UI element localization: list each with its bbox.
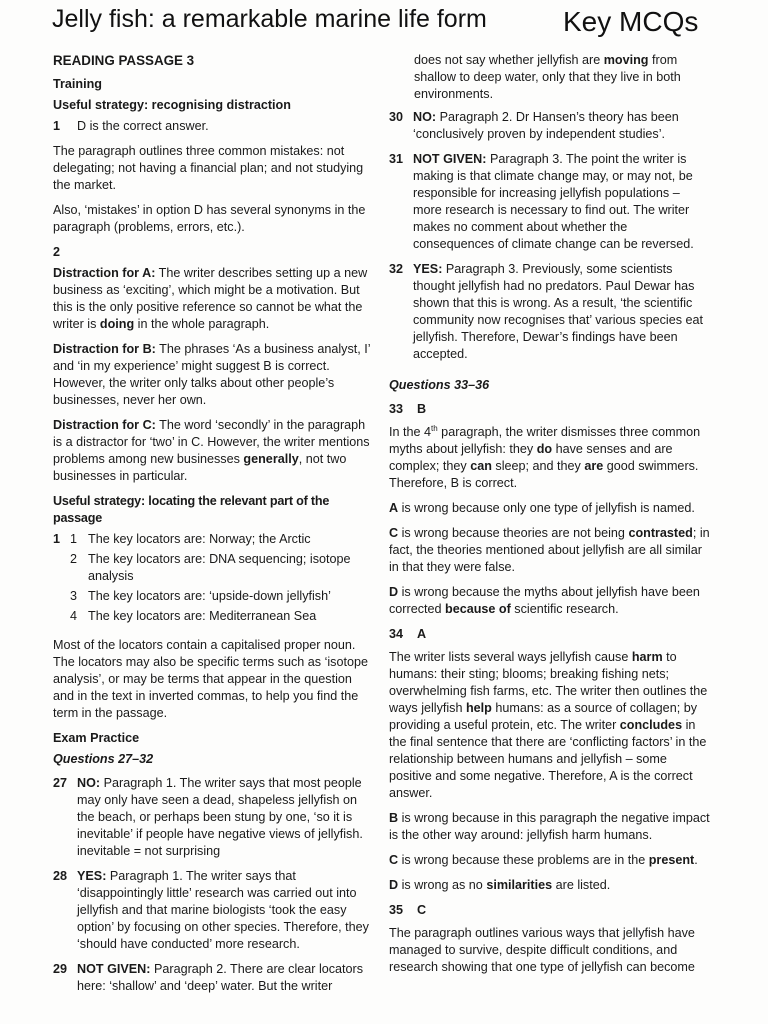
option-label: B xyxy=(389,811,399,825)
distraction-b xyxy=(53,341,371,409)
question-29 xyxy=(53,961,371,995)
option-label: D xyxy=(389,585,399,599)
question-answer xyxy=(413,261,710,363)
text: The writer lists several ways jellyfish cause xyxy=(389,650,632,664)
text: is wrong because in this paragraph the negative impact is the other way around: jellyfish harm humans. xyxy=(389,811,710,842)
explanation xyxy=(389,649,710,802)
option-b-explanation xyxy=(389,810,710,844)
strategy-heading-locating: Useful strategy: locating the relevant part of the passage xyxy=(53,494,330,525)
outer-number xyxy=(53,588,70,605)
text: Paragraph 1. The writer says that ‘disappointingly little’ research was carried out into jellyfish and that marine biologists ‘took the easy option’ by focusing on other species. Therefore, they ‘should have conducted’ more research. xyxy=(77,869,369,951)
text: In the 4 xyxy=(389,425,432,439)
emphasis: moving xyxy=(603,53,649,67)
text: is wrong because these problems are in the xyxy=(398,853,649,867)
emphasis: help xyxy=(465,701,492,715)
list-item xyxy=(53,608,371,625)
text: , not two businesses in particular. xyxy=(53,452,347,483)
answer-label: NOT GIVEN: xyxy=(77,962,151,976)
paragraph: Most of the locators contain a capitalised proper noun. The locators may also be specific terms such as ‘isotope analysis’, or may be terms that appear in the question and in the text in inverted commas, to help you find the term in the passage. xyxy=(53,638,368,720)
question-30 xyxy=(389,109,710,143)
answer-letter: A xyxy=(417,627,427,641)
superscript: th xyxy=(431,423,438,433)
label: Distraction for B: xyxy=(53,342,156,356)
emphasis: do xyxy=(536,442,553,456)
paragraph: Also, ‘mistakes’ in option D has several synonyms in the paragraph (problems, errors, etc.). xyxy=(53,203,366,234)
option-d-explanation xyxy=(389,877,710,894)
text: ; in fact, the theories mentioned about jellyfish are all similar in that they were false. xyxy=(389,526,710,574)
text: is wrong because theories are not being xyxy=(398,526,629,540)
text: is wrong because the myths about jellyfish have been corrected xyxy=(389,585,700,616)
question-number: 31 xyxy=(389,152,404,166)
option-c-explanation xyxy=(389,525,710,576)
outer-number xyxy=(53,608,70,625)
text: is wrong because only one type of jellyfish is named. xyxy=(398,501,695,515)
question-number: 33 xyxy=(389,402,404,416)
locator-text: The key locators are: Norway; the Arctic xyxy=(88,532,311,546)
answer-letter: B xyxy=(417,402,427,416)
emphasis: generally xyxy=(243,452,299,466)
outer-number xyxy=(53,551,70,585)
answer-letter: C xyxy=(417,903,427,917)
answer-label: YES: xyxy=(77,869,107,883)
question-34-header xyxy=(389,626,710,643)
locator-text: The key locators are: ‘upside-down jellyfish’ xyxy=(88,589,331,603)
text: in the whole paragraph. xyxy=(134,317,270,331)
answer-label: NOT GIVEN: xyxy=(413,152,487,166)
question-answer xyxy=(77,775,371,860)
label: Distraction for A: xyxy=(53,266,156,280)
text: from shallow to deep water, only that they live in both environments. xyxy=(414,53,681,101)
question-32 xyxy=(389,261,710,363)
right-column xyxy=(389,52,710,984)
answer-item-1 xyxy=(53,118,371,135)
text: to humans: their sting; blooms; breaking fishing nets; overwhelming fish farms, etc. The writer then outlines the ways jellyfish xyxy=(389,650,708,715)
inner-number: 3 xyxy=(70,589,78,603)
option-label: C xyxy=(389,853,399,867)
list-item xyxy=(53,531,371,548)
strategy-heading-distraction: Useful strategy: recognising distraction xyxy=(53,98,291,112)
label: Distraction for C: xyxy=(53,418,156,432)
exam-practice-heading: Exam Practice xyxy=(53,731,140,745)
question-29-continued xyxy=(389,52,710,103)
questions-heading-27-32: Questions 27–32 xyxy=(53,752,154,766)
list-item xyxy=(53,551,371,585)
question-number: 32 xyxy=(389,262,404,276)
emphasis: concludes xyxy=(619,718,683,732)
emphasis: because of xyxy=(445,602,511,616)
text: sleep; and they xyxy=(491,459,585,473)
inner-number: 4 xyxy=(70,609,78,623)
text: humans: as a source of collagen; by providing a useful protein, etc. The writer xyxy=(389,701,697,732)
inner-number: 1 xyxy=(70,532,78,546)
text: have senses and are complex; they xyxy=(389,442,673,473)
question-answer xyxy=(413,151,710,253)
locator-list xyxy=(53,531,371,625)
question-number: 34 xyxy=(389,627,404,641)
distraction-a xyxy=(53,265,371,333)
answer-label: YES: xyxy=(413,262,443,276)
answer-label: NO: xyxy=(77,776,101,790)
text: . xyxy=(694,853,698,867)
text: scientific research. xyxy=(510,602,619,616)
inner-number: 2 xyxy=(70,552,78,566)
emphasis: can xyxy=(470,459,492,473)
question-28 xyxy=(53,868,371,953)
answer-label: NO: xyxy=(413,110,437,124)
explanation: The paragraph outlines various ways that jellyfish have managed to survive, despite difficult conditions, and research showing that one type of jellyfish can become xyxy=(389,926,695,974)
question-number: 29 xyxy=(53,962,68,976)
emphasis: doing xyxy=(99,317,135,331)
emphasis: contrasted xyxy=(628,526,693,540)
question-number: 27 xyxy=(53,776,68,790)
text: is wrong as no xyxy=(398,878,487,892)
text: good swimmers. Therefore, B is correct. xyxy=(389,459,699,490)
emphasis: are xyxy=(584,459,604,473)
question-answer xyxy=(77,961,371,995)
question-33-header xyxy=(389,401,710,418)
question-number: 30 xyxy=(389,110,404,124)
emphasis: similarities xyxy=(486,878,553,892)
outer-number: 1 xyxy=(53,532,61,546)
text: does not say whether jellyfish are xyxy=(414,53,604,67)
text: Paragraph 2. There are clear locators here: ‘shallow’ and ‘deep’ water. But the writer xyxy=(77,962,364,993)
locator-text: The key locators are: DNA sequencing; isotope analysis xyxy=(88,552,351,583)
question-31 xyxy=(389,151,710,253)
section-title: READING PASSAGE 3 xyxy=(53,53,195,68)
option-a-explanation xyxy=(389,500,710,517)
text: The phrases ‘As a business analyst, I’ and ‘in my experience’ might suggest B is correct. However, the writer only talks about other people’s businesses, never her own. xyxy=(53,342,371,407)
page-title: Jelly fish: a remarkable marine life form xyxy=(52,5,487,33)
option-label: A xyxy=(389,501,399,515)
paragraph: The paragraph outlines three common mistakes: not delegating; not having a financial plan; and not studying the market. xyxy=(53,144,364,192)
item-number-2: 2 xyxy=(53,245,61,259)
training-heading: Training xyxy=(53,77,102,91)
text: The writer describes setting up a new business as ‘exciting’, which might be a motivation. But this is the only positive reference so cannot be what the writer is xyxy=(53,266,368,331)
question-35-header xyxy=(389,902,710,919)
option-label: D xyxy=(389,878,399,892)
question-number: 35 xyxy=(389,903,404,917)
emphasis: harm xyxy=(631,650,663,664)
option-label: C xyxy=(389,526,399,540)
emphasis: present xyxy=(648,853,695,867)
item-text: D is the correct answer. xyxy=(77,119,209,133)
key-mcqs-label: Key MCQs xyxy=(563,6,699,37)
text: The word ‘secondly’ in the paragraph is a distractor for ‘two’ in C. However, the writer mentions problems among new businesses xyxy=(53,418,370,466)
question-number: 28 xyxy=(53,869,68,883)
item-number: 1 xyxy=(53,119,61,133)
text: in the final sentence that there are ‘conflicting factors’ in the relationship between humans and jellyfish – some positive and some negative. Therefore, A is the correct answer. xyxy=(389,718,707,800)
left-column xyxy=(53,52,371,1003)
question-answer xyxy=(413,109,710,143)
locator-text: The key locators are: Mediterranean Sea xyxy=(88,609,317,623)
text: Paragraph 3. Previously, some scientists thought jellyfish had no predators. Paul Dewar has shown that this is wrong. As a result, ‘the scientific community now recognises that’ various species eat jellyfish. Therefore, Dewar’s findings have been accepted. xyxy=(413,262,704,361)
text: Paragraph 2. Dr Hansen’s theory has been ‘conclusively proven by independent studies’. xyxy=(413,110,679,141)
text: are listed. xyxy=(552,878,611,892)
questions-heading-33-36: Questions 33–36 xyxy=(389,378,490,392)
text: Paragraph 3. The point the writer is making is that climate change may, or may not, be responsible for increasing jellyfish populations – more research is necessary to find out. The writer makes no comment about whether the consequences of climate change can be reversed. xyxy=(413,152,694,251)
explanation xyxy=(389,424,710,492)
option-d-explanation xyxy=(389,584,710,618)
list-item xyxy=(53,588,371,605)
text: Paragraph 1. The writer says that most people may only have seen a dead, shapeless jellyfish on the beach, or perhaps been stung by one, ‘so it is inevitable’ if people have negative views of jellyfish. inevitable = not surprising xyxy=(77,776,363,858)
text: paragraph, the writer dismisses three common myths about jellyfish: they xyxy=(389,425,701,456)
option-c-explanation xyxy=(389,852,710,869)
question-27 xyxy=(53,775,371,860)
question-answer xyxy=(77,868,371,953)
distraction-c xyxy=(53,417,371,485)
